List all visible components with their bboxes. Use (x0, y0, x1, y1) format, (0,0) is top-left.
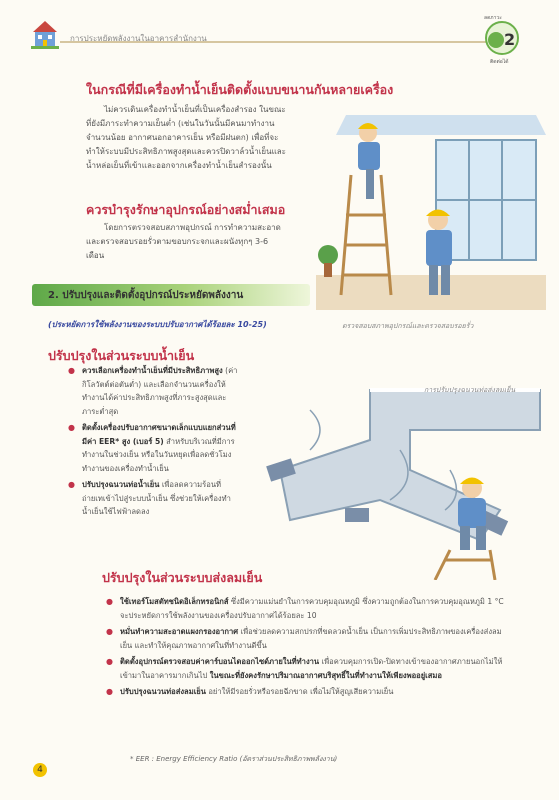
badge-2-icon (474, 18, 530, 62)
header-title: การประหยัดพลังงานในอาคารสำนักงาน (70, 34, 207, 43)
section-2-title: 2. ปรับปรุงและติดตั้งอุปกรณ์ประหยัดพลังงาน (48, 290, 244, 301)
chilled-water-list (68, 364, 240, 522)
badge-bottom-text: ติดต่อได้ (490, 59, 509, 65)
badge-top-text: ลดภาวะ (484, 15, 502, 21)
caption-duct: การปรับปรุงฉนวนท่อส่งลมเย็น (424, 386, 516, 394)
text-line: ทำให้ระบบมีประสิทธิภาพสูงสุดและควรปิดวาล์วน้ำเย็นและ (86, 147, 286, 156)
list-item: ● หมั่นทำความสะอาดแผงกรองอากาศ เพื่อช่วยลดความสกปรกที่ขดลวดน้ำเย็น เป็นการเพิ่มประสิทธิภาพของเครื่องส่งลมเย็น และทำให้คุณภาพอากาศในที่ทำงานดีขึ้น (106, 625, 506, 652)
text-line: น้ำหล่อเย็นที่เข้าและออกจากเครื่องทำน้ำเย็นสำรองนั้น (86, 161, 272, 170)
footnote: * EER : Energy Efficiency Ratio (อัตราส่วนประสิทธิภาพพลังงาน) (130, 755, 338, 763)
heading-air-distribution: ปรับปรุงในส่วนระบบส่งลมเย็น (102, 570, 263, 585)
heading-chilled-water: ปรับปรุงในส่วนระบบน้ำเย็น (48, 348, 195, 363)
caption-inspection: ตรวจสอบสภาพอุปกรณ์และตรวจสอบรอยรั่ว (342, 322, 474, 330)
text-line: จำนวนน้อย อากาศนอกอาคารเย็น หรือมีฝนตก) เพื่อที่จะ (86, 133, 279, 142)
heading-parallel-chillers: ในกรณีที่มีเครื่องทำน้ำเย็นติดตั้งแบบขนานกันหลายเครื่อง (86, 82, 394, 97)
text-line: เดือน (86, 251, 105, 260)
text-line: ไม่ควรเดินเครื่องทำน้ำเย็นที่เป็นเครื่องสำรอง ในขณะ (104, 105, 286, 114)
workers-inspection-illustration (316, 105, 546, 310)
text-line: ที่ยังมีภาระทำความเย็นต่ำ (เช่นในวันนั้นมีคนมาทำงาน (86, 119, 275, 128)
text-line: โดยการตรวจสอบสภาพอุปกรณ์ การทำความสะอาด (104, 223, 281, 232)
list-item: ● ปรับปรุงฉนวนท่อส่งลมเย็น อย่าให้มีรอยรั่วหรือรอยฉีกขาด เพื่อไม่ให้สูญเสียความเย็น (106, 685, 506, 699)
air-distribution-list (106, 595, 506, 702)
building-logo-icon (30, 18, 60, 50)
svg-text:2: 2 (504, 30, 516, 49)
parallel-chillers-paragraph (86, 103, 326, 173)
section-2-banner (32, 284, 310, 306)
list-item: ● ติดตั้งเครื่องปรับอากาศขนาดเล็กแบบแยกส่วนที่มีค่า EER* สูง (เบอร์ 5) สำหรับบริเวณที่มีการทำงานในช่วงเย็น หรือในวันหยุดเพื่อลดชั่วโมงทำงานของเครื่องทำน้ำเย็น (68, 421, 240, 475)
list-item: ● ใช้เทอร์โมสตัทชนิดอิเล็กทรอนิกส์ ซึ่งมีความแม่นยำในการควบคุมอุณหภูมิ ซึ่งความถูกต้องในการควบคุมอุณหภูมิ 1 °C จะประหยัดการใช้พลังงานของเครื่องปรับอากาศได้ร้อยละ 10 (106, 595, 506, 622)
savings-tagline: (ประหยัดการใช้พลังงานของระบบปรับอากาศได้ร้อยละ 10-25) (48, 320, 267, 329)
list-item: ● ควรเลือกเครื่องทำน้ำเย็นที่มีประสิทธิภาพสูง (ค่ากิโลวัตต์ต่อตันต่ำ) และเลือกจำนวนเครื่องให้ทำงานได้ค่าประสิทธิภาพสูงที่ภาระสูงสุดและภาระต่ำสุด (68, 364, 240, 418)
page-number: 4 (33, 763, 47, 777)
text-line: และตรวจสอบรอยรั่วตามขอบกระจกและผนังทุกๆ 3-6 (86, 237, 269, 246)
maintenance-paragraph (86, 221, 316, 263)
list-item: ● ติดตั้งอุปกรณ์ตรวจสอบค่าคาร์บอนไดออกไซด์ภายในที่ทำงาน เพื่อควบคุมการเปิด-ปิดทางเข้าของอากาศภายนอกไม่ให้เข้ามาในอาคารมากเกินไป ในขณะที่ยังคงรักษาปริมาณอากาศบริสุทธิ์ในที่ทำงานให้เพียงพออยู่เสมอ (106, 655, 506, 682)
list-item: ● ปรับปรุงฉนวนท่อน้ำเย็น เพื่อลดความร้อนที่ถ่ายเทเข้าไปสู่ระบบน้ำเย็น ซึ่งช่วยให้เครื่องทำน้ำเย็นใช้ไฟฟ้าลดลง (68, 478, 240, 519)
heading-maintenance: ควรบำรุงรักษาอุปกรณ์อย่างสม่ำเสมอ (86, 202, 286, 217)
